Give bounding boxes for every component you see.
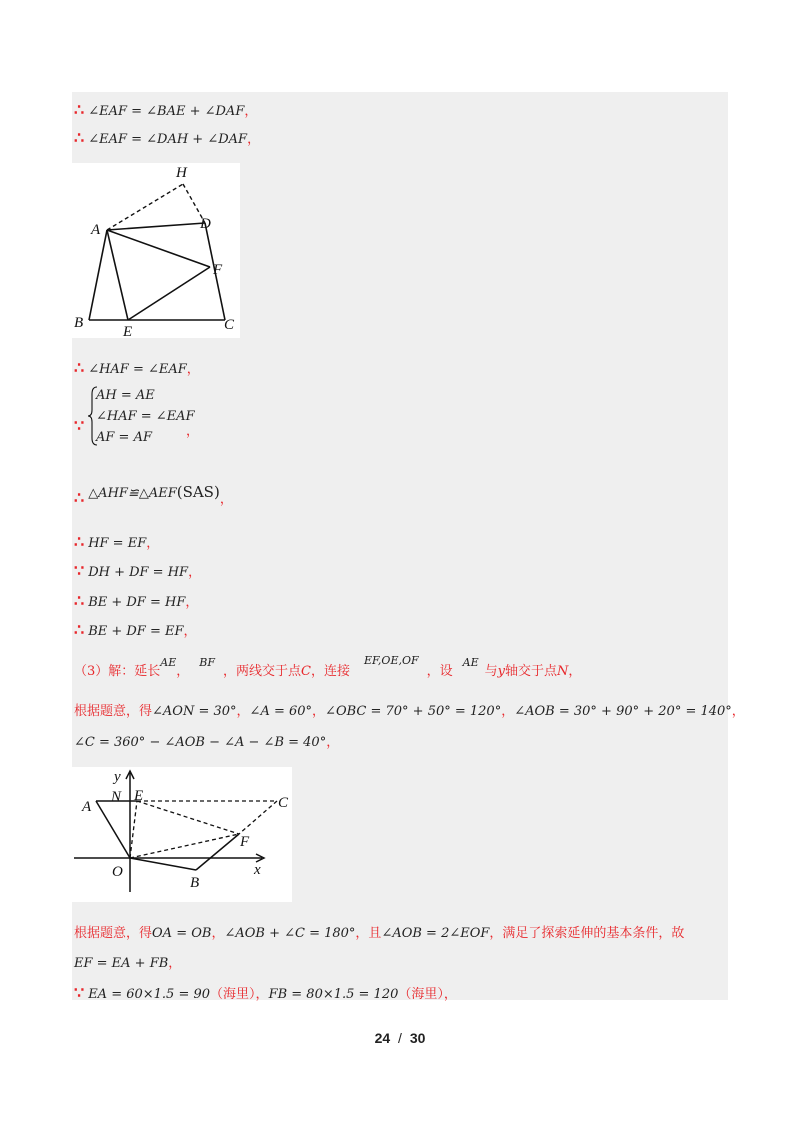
fig2-label-a: A (82, 799, 92, 815)
therefore-icon: ∴ (74, 358, 85, 377)
system-row-2: ∠HAF = ∠EAF (96, 409, 195, 424)
therefore-icon: ∴ (74, 532, 85, 551)
fig2-label-b: B (190, 875, 200, 891)
because-icon: ∵ (74, 561, 85, 580)
coordinate-figure (72, 767, 292, 902)
because-icon: ∵ (74, 983, 85, 1002)
line-be-df-ef: ∴ BE + DF = EF， (74, 620, 197, 639)
line-angle-c: ∠C = 360° − ∠AOB − ∠A − ∠B = 40°， (74, 735, 340, 750)
fig1-label-h: H (176, 165, 187, 181)
line-congruence: ∴ △AHF≌△AEF(SAS)， (74, 483, 233, 507)
geometry-figure-quadrilateral (72, 163, 240, 338)
fig2-label-e: E (134, 788, 144, 804)
system-row-1: AH = AE (96, 388, 155, 403)
figure1-svg (72, 163, 240, 338)
line-distances: ∵ EA = 60×1.5 = 90（海里），FB = 80×1.5 = 120（海里）， (74, 983, 457, 1002)
therefore-icon: ∴ (74, 488, 85, 507)
fig2-label-o: O (112, 864, 123, 880)
part3-intro: （3）解：延长$^{AE}$，$^{BF}$，两线交于点C，连接$^{EF,OE,OF}$，设$^{AE}$与y轴交于点N， (74, 654, 582, 679)
therefore-icon: ∴ (74, 100, 85, 119)
line-angle-eaf-2: ∴ ∠EAF = ∠DAH + ∠DAF， (74, 128, 261, 147)
therefore-icon: ∴ (74, 128, 85, 147)
line-be-df-hf: ∴ BE + DF = HF， (74, 591, 199, 610)
fig1-label-c: C (224, 317, 235, 333)
page-number: 24 / 30 (374, 1030, 426, 1046)
line-dh-df: ∵ DH + DF = HF， (74, 561, 202, 580)
fig1-label-b: B (74, 315, 84, 331)
line-hf-ef: ∴ HF = EF， (74, 532, 160, 551)
fig2-label-n: N (111, 789, 122, 805)
line-angle-eaf-1: ∴ ∠EAF = ∠BAE + ∠DAF， (74, 100, 258, 119)
fig1-label-e: E (123, 324, 133, 338)
because-icon: ∵ (74, 416, 85, 435)
line-conditions: 根据题意，得OA = OB，∠AOB + ∠C = 180°，且∠AOB = 2∠EOF，满足了探索延伸的基本条件，故 (74, 926, 685, 941)
therefore-icon: ∴ (74, 591, 85, 610)
therefore-icon: ∴ (74, 620, 85, 639)
fig2-label-c: C (278, 795, 289, 811)
fig1-label-a: A (91, 222, 101, 238)
fig1-label-d: D (200, 216, 211, 232)
line-ef-ea-fb: EF = EA + FB， (74, 956, 182, 971)
fig2-label-y: y (114, 769, 121, 785)
line-angle-haf: ∴ ∠HAF = ∠EAF， (74, 358, 200, 377)
fig2-label-x: x (254, 862, 261, 878)
figure2-svg (72, 767, 292, 902)
fig2-label-f: F (240, 834, 250, 850)
line-angles: 根据题意，得∠AON = 30°，∠A = 60°，∠OBC = 70° + 50° = 120°，∠AOB = 30° + 90° + 20° = 140°， (74, 704, 745, 719)
fig1-label-f: F (213, 262, 223, 278)
system-row-3: AF = AF (96, 430, 152, 445)
